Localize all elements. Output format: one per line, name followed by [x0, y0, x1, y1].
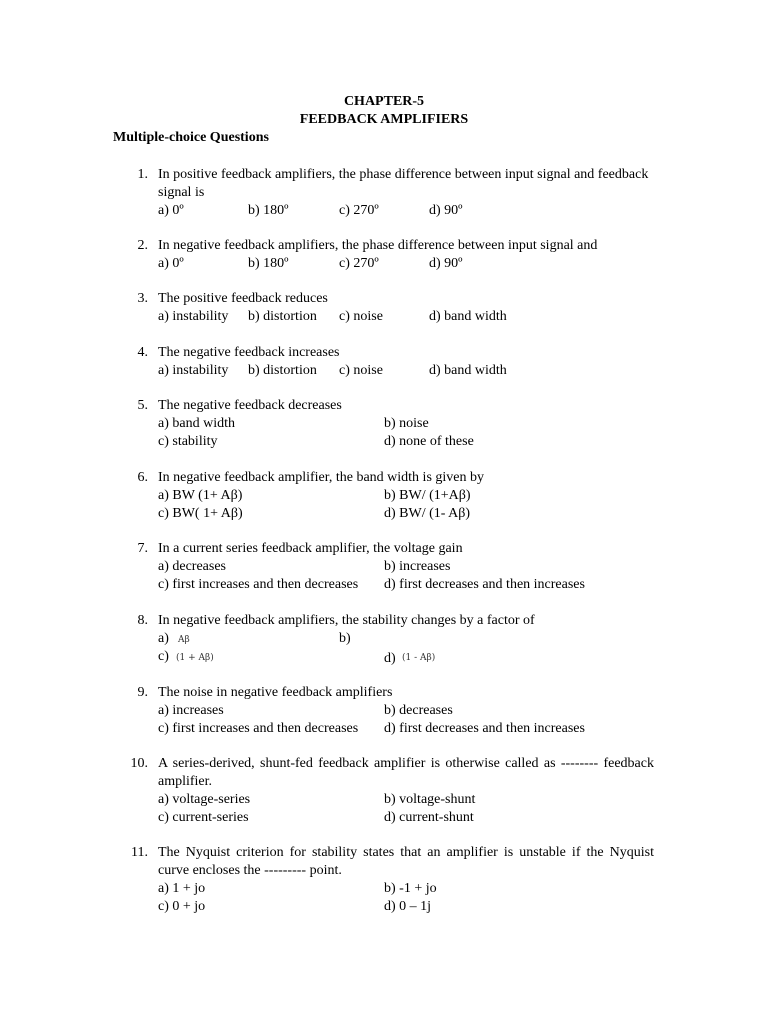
question-number: 9. — [137, 685, 148, 700]
option-a: a) 0º — [158, 256, 184, 271]
option-b: b) decreases — [384, 703, 453, 718]
option-d: d) first decreases and then increases — [384, 721, 585, 736]
question-number: 10. — [130, 756, 148, 771]
option-row — [158, 415, 654, 433]
option-c: c) current-series — [158, 810, 249, 825]
option-d: d) 90º — [429, 203, 463, 218]
option-row — [158, 202, 654, 220]
question-6 — [113, 469, 654, 523]
option-b: b) 180º — [248, 256, 289, 271]
question-8 — [113, 612, 654, 666]
option-row — [158, 255, 654, 273]
question-stem: A series-derived, shunt-fed feedback amplifier is otherwise called as -------- feedback amplifier. — [158, 756, 654, 789]
chapter-number: CHAPTER-5 — [343, 94, 425, 109]
question-number: 1. — [137, 167, 148, 182]
option-row — [158, 433, 654, 451]
option-d: d) — [384, 651, 396, 666]
option-a: a) band width — [158, 416, 235, 431]
question-11 — [113, 844, 654, 916]
option-d: d) band width — [429, 309, 507, 324]
option-b: b) noise — [384, 416, 429, 431]
question-1 — [113, 166, 654, 220]
option-b: b) 180º — [248, 203, 289, 218]
option-d: d) first decreases and then increases — [384, 577, 585, 592]
chapter-title: FEEDBACK AMPLIFIERS — [299, 112, 469, 127]
question-number: 3. — [137, 291, 148, 306]
question-9 — [113, 684, 654, 738]
question-2 — [113, 237, 654, 273]
option-d: d) 0 – 1j — [384, 899, 432, 914]
question-3 — [113, 290, 654, 326]
question-number: 2. — [137, 238, 148, 253]
question-number: 6. — [137, 470, 148, 485]
question-number: 8. — [137, 613, 148, 628]
question-number: 5. — [137, 398, 148, 413]
option-b: b) — [339, 631, 351, 646]
question-number: 4. — [137, 345, 148, 360]
option-a: a) BW (1+ Aβ) — [158, 488, 243, 503]
option-b: b) -1 + jo — [384, 881, 437, 896]
question-7 — [113, 540, 654, 594]
option-row — [158, 648, 654, 666]
option-d: d) BW/ (1- Aβ) — [384, 506, 471, 521]
question-stem: In negative feedback amplifiers, the stability changes by a factor of — [158, 613, 535, 628]
formula-one-plus-a-beta: (1 + Aβ) — [176, 653, 214, 663]
option-row — [158, 720, 654, 738]
option-a: a) increases — [158, 703, 224, 718]
option-a: a) — [158, 631, 169, 646]
option-d: d) current-shunt — [384, 810, 474, 825]
option-c: c) — [158, 649, 169, 664]
option-row — [158, 630, 654, 648]
option-row — [158, 791, 654, 809]
question-stem: The positive feedback reduces — [158, 291, 328, 306]
option-d: d) band width — [429, 363, 507, 378]
question-10 — [113, 755, 654, 827]
question-number: 7. — [137, 541, 148, 556]
option-row — [158, 308, 654, 326]
option-c: c) first increases and then decreases — [158, 721, 359, 736]
option-c: c) 270º — [339, 256, 379, 271]
formula-a-beta: Aβ — [178, 635, 190, 645]
option-row — [158, 898, 654, 916]
option-row — [158, 487, 654, 505]
question-stem: In positive feedback amplifiers, the phase difference between input signal and feedback signal is — [158, 167, 649, 200]
option-row — [158, 702, 654, 720]
option-a: a) decreases — [158, 559, 227, 574]
option-b: b) distortion — [248, 309, 317, 324]
question-stem: The negative feedback increases — [158, 345, 340, 360]
option-row — [158, 558, 654, 576]
option-c: c) 0 + jo — [158, 899, 206, 914]
question-stem: The noise in negative feedback amplifiers — [158, 685, 393, 700]
option-row — [158, 505, 654, 523]
option-row — [158, 362, 654, 380]
formula-one-minus-a-beta: (1 - Aβ) — [402, 653, 436, 663]
question-5 — [113, 397, 654, 451]
option-b: b) voltage-shunt — [384, 792, 476, 807]
option-row — [158, 880, 654, 898]
option-d: d) none of these — [384, 434, 474, 449]
option-row — [158, 809, 654, 827]
question-stem: In negative feedback amplifiers, the phase difference between input signal and — [158, 238, 598, 253]
option-a: a) instability — [158, 363, 229, 378]
question-stem: The negative feedback decreases — [158, 398, 342, 413]
question-number: 11. — [131, 845, 148, 860]
question-stem: In negative feedback amplifier, the band width is given by — [158, 470, 484, 485]
option-d: d) 90º — [429, 256, 463, 271]
option-a: a) voltage-series — [158, 792, 251, 807]
section-heading: Multiple-choice Questions — [113, 130, 269, 145]
question-stem: In a current series feedback amplifier, the voltage gain — [158, 541, 463, 556]
option-c: c) 270º — [339, 203, 379, 218]
option-a: a) 0º — [158, 203, 184, 218]
option-a: a) instability — [158, 309, 229, 324]
option-b: b) increases — [384, 559, 451, 574]
option-b: b) distortion — [248, 363, 317, 378]
option-c: c) stability — [158, 434, 218, 449]
question-stem: The Nyquist criterion for stability states that an amplifier is unstable if the Nyquist curve encloses the --------- point. — [158, 845, 654, 878]
question-4 — [113, 344, 654, 380]
option-a: a) 1 + jo — [158, 881, 206, 896]
option-b: b) BW/ (1+Aβ) — [384, 488, 471, 503]
option-row — [158, 576, 654, 594]
option-c: c) noise — [339, 363, 383, 378]
option-c: c) noise — [339, 309, 383, 324]
option-c: c) BW( 1+ Aβ) — [158, 506, 243, 521]
option-c: c) first increases and then decreases — [158, 577, 359, 592]
